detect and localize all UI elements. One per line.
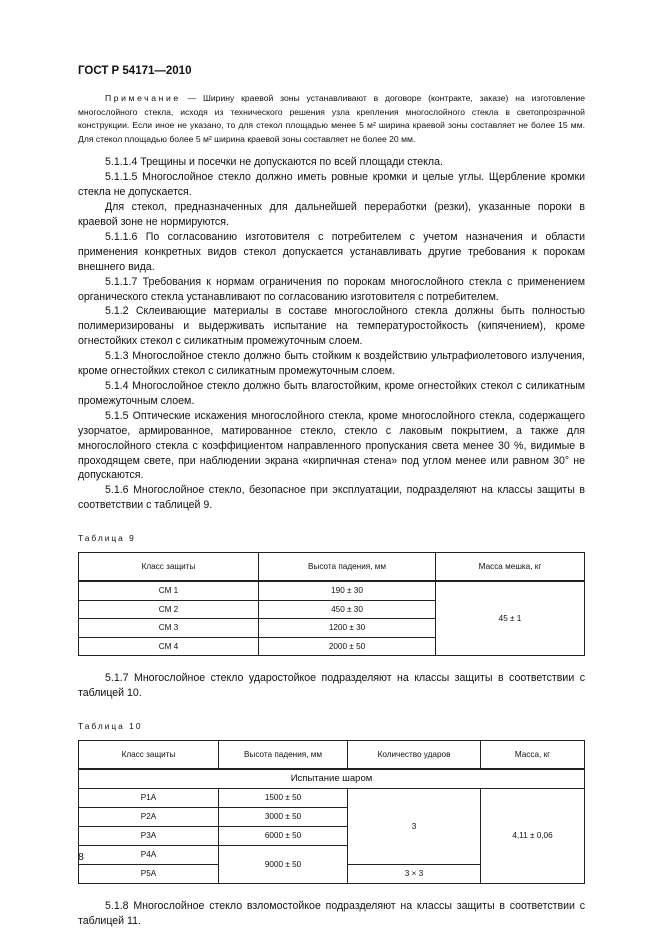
paragraph: 5.1.2 Склеивающие материалы в составе многослойного стекла должны быть полностью полимеризированы и выдерживать испытание на температуростойкость (кипячением), кроме огнестойких стекол с силикатным промежуточным слоем. [78, 305, 585, 348]
page-content [78, 92, 585, 929]
cell: Р2А [79, 807, 219, 826]
cell: Р3А [79, 826, 219, 845]
cell: Р4А [79, 845, 219, 864]
paragraph: 5.1.5 Оптические искажения многослойного стекла, кроме многослойного стекла, содержащего узорчатое, армированное, матированное стекло, стекло с лаковым покрытием, а также для многослойного стекла с коэффициентом направленного пропускания света менее 30 %, видимые в проходящем свете, при наблюдении экрана «кирпичная стена» под углом менее или равном 30° не допускаются. [78, 409, 585, 482]
column-header: Класс защиты [79, 553, 259, 582]
paragraph: 5.1.3 Многослойное стекло должно быть стойким к воздействию ультрафиолетового излучения, кроме огнестойких стекол с силикатным промежуточным слоем. [78, 350, 585, 378]
table-9 [78, 552, 585, 656]
paragraph: 5.1.6 Многослойное стекло, безопасное при эксплуатации, подразделяют на классы защиты в соответствии с таблицей 9. [78, 484, 585, 512]
cell: 6000 ± 50 [219, 826, 348, 845]
cell: Р1А [79, 788, 219, 807]
table-10 [78, 740, 585, 884]
paragraph: 5.1.1.4 Трещины и посечки не допускаются по всей площади стекла. [105, 156, 443, 169]
paragraph: 5.1.1.6 По согласованию изготовителя с потребителем с учетом назначения и области применения конкретных видов стекол допускается устанавливать другие требования к порокам внешнего вида. [78, 230, 585, 273]
note-label: Примечание [105, 93, 181, 103]
cell: 1200 ± 30 [259, 619, 436, 638]
cell-mass: 4,11 ± 0,06 [481, 788, 585, 883]
cell: СМ 4 [79, 637, 259, 656]
table-section-row [79, 769, 585, 789]
page-number: 8 [78, 851, 84, 863]
cell: СМ 3 [79, 619, 259, 638]
paragraph: 5.1.7 Многослойное стекло ударостойкое подразделяют на классы защиты в соответствии с таблицей 10. [78, 672, 585, 700]
paragraph: 5.1.4 Многослойное стекло должно быть влагостойким, кроме огнестойких стекол с силикатным промежуточным слоем. [78, 379, 585, 407]
column-header: Масса мешка, кг [436, 553, 585, 582]
table-10-caption: Таблица 10 [78, 720, 143, 731]
paragraph: 5.1.8 Многослойное стекло взломостойкое подразделяют на классы защиты в соответствии с таблицей 11. [78, 899, 585, 927]
column-header: Высота падения, мм [259, 553, 436, 582]
cell: 3000 ± 50 [219, 807, 348, 826]
table-9-caption: Таблица 9 [78, 533, 136, 544]
column-header: Масса, кг [481, 740, 585, 769]
paragraph: 5.1.1.7 Требования к нормам ограничения по порокам многослойного стекла с применением органического стекла устанавливают по согласованию изготовителя с потребителем. [78, 275, 585, 303]
paragraph: Для стекол, предназначенных для дальнейшей переработки (резки), указанные пороки в краевой зоне не нормируются. [78, 201, 585, 228]
table-row [79, 581, 585, 600]
cell: 9000 ± 50 [219, 845, 348, 883]
cell: СМ 1 [79, 581, 259, 600]
table-header-row [79, 553, 585, 582]
cell: 1500 ± 50 [219, 788, 348, 807]
paragraph: 5.1.1.5 Многослойное стекло должно иметь ровные кромки и целые углы. Щербление кромки стекла не допускается. [78, 171, 585, 199]
cell-mass: 45 ± 1 [436, 581, 585, 656]
cell: 3 × 3 [348, 864, 481, 883]
column-header: Класс защиты [79, 740, 219, 769]
column-header: Количество ударов [348, 740, 481, 769]
cell: Р5А [79, 864, 219, 883]
cell: 2000 ± 50 [259, 637, 436, 656]
cell: 190 ± 30 [259, 581, 436, 600]
cell: 450 ± 30 [259, 600, 436, 619]
note-text: — Ширину краевой зоны устанавливают в договоре (контракте, заказе) на изготовление многослойного стекла, исходя из технического решения узла крепления многослойного стекла в светопрозрачной конструкции. Если иное не указано, то для стекол площадью менее 5 м² ширина краевой зоны составляет не более 15 мм. Для стекол площадью более 5 м² ширина краевой зоны составляет не более 20 мм. [78, 93, 585, 144]
section-cell: Испытание шаром [79, 769, 585, 789]
column-header: Высота падения, мм [219, 740, 348, 769]
document-header: ГОСТ Р 54171—2010 [78, 65, 192, 77]
cell: СМ 2 [79, 600, 259, 619]
table-header-row [79, 740, 585, 769]
cell-impacts: 3 [348, 788, 481, 864]
note [78, 92, 585, 146]
table-row [79, 788, 585, 807]
